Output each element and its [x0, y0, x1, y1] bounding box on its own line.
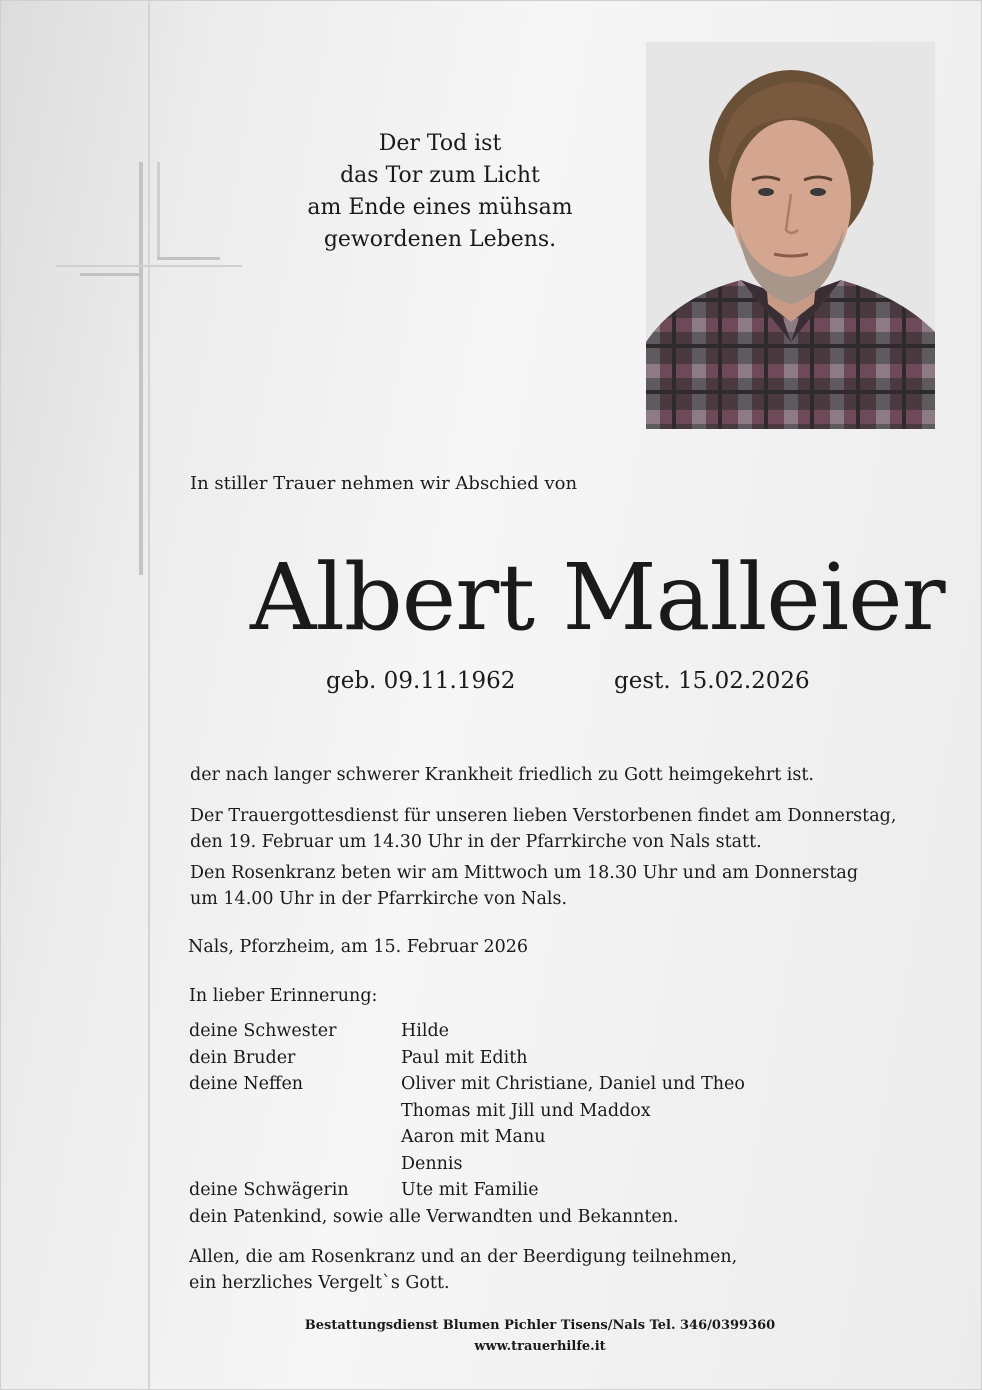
family-row	[189, 1045, 745, 1072]
cross-vertical-beam	[139, 162, 143, 575]
rosary-line: Den Rosenkranz beten wir am Mittwoch um 18.30 Uhr und am Donnerstag	[190, 863, 859, 883]
quote-line: gewordenen Lebens.	[323, 227, 557, 252]
cross-upper-stem	[157, 162, 160, 260]
thanks-note	[189, 1244, 737, 1296]
thanks-line: ein herzliches Vergelt`s Gott.	[189, 1273, 450, 1293]
family-names: Hilde	[401, 1021, 450, 1041]
family-row	[189, 1098, 745, 1125]
family-closing: dein Patenkind, sowie alle Verwandten und Bekannten.	[189, 1206, 679, 1227]
cross-horizontal-beam-left	[56, 265, 242, 267]
family-closing-row	[189, 1204, 745, 1231]
service-line: den 19. Februar um 14.30 Uhr in der Pfarrkirche von Nals statt.	[190, 832, 762, 852]
memorial-quote	[240, 128, 640, 256]
funeral-service-info	[190, 803, 896, 855]
rosary-line: um 14.00 Uhr in der Pfarrkirche von Nals.	[190, 889, 568, 909]
cross-horizontal-beam-inner	[80, 273, 142, 276]
family-row	[189, 1124, 745, 1151]
family-names: Oliver mit Christiane, Daniel und Theo	[401, 1074, 745, 1094]
portrait-photo	[646, 42, 935, 429]
cross-horizontal-beam-right	[157, 257, 220, 260]
family-row	[189, 1018, 745, 1045]
family-relation: deine Neffen	[189, 1074, 304, 1094]
place-date	[188, 934, 528, 960]
family-names: Thomas mit Jill und Maddox	[401, 1100, 651, 1121]
memory-heading	[189, 983, 377, 1009]
birth-date: geb. 09.11.1962	[326, 668, 516, 694]
family-relation: dein Bruder	[189, 1047, 296, 1068]
family-relation	[189, 1124, 401, 1151]
service-line: Der Trauergottesdienst für unseren lieben Verstorbenen findet am Donnerstag,	[190, 806, 897, 826]
memory-heading-text: In lieber Erinnerung:	[189, 986, 378, 1006]
family-list	[189, 1018, 745, 1230]
quote-line: Der Tod ist	[378, 131, 502, 156]
family-relation	[189, 1098, 401, 1125]
vertical-rule-line	[148, 0, 150, 1390]
quote-line: das Tor zum Licht	[340, 163, 540, 188]
family-relation	[189, 1151, 401, 1178]
funeral-home-info: Bestattungsdienst Blumen Pichler Tisens/Nals Tel. 346/0399360	[304, 1318, 776, 1333]
family-row	[189, 1177, 745, 1204]
family-row	[189, 1071, 745, 1098]
family-names: Ute mit Familie	[401, 1180, 539, 1200]
family-row	[189, 1151, 745, 1178]
death-date: gest. 15.02.2026	[614, 668, 810, 694]
portrait-illustration	[646, 42, 935, 429]
website-link[interactable]: www.trauerhilfe.it	[474, 1339, 606, 1354]
deceased-name: Albert Malleier	[250, 544, 945, 651]
place-date-line: Nals, Pforzheim, am 15. Februar 2026	[188, 937, 529, 957]
passing-line: der nach langer schwerer Krankheit friedlich zu Gott heimgekehrt ist.	[190, 765, 814, 785]
family-names: Paul mit Edith	[401, 1047, 528, 1068]
family-names: Aaron mit Manu	[401, 1127, 546, 1147]
rosary-info	[190, 860, 858, 912]
family-relation: deine Schwester	[189, 1021, 337, 1041]
family-relation: deine Schwägerin	[189, 1180, 349, 1200]
family-names: Dennis	[401, 1153, 463, 1174]
quote-line: am Ende eines mühsam	[307, 195, 573, 220]
intro-text: In stiller Trauer nehmen wir Abschied von	[190, 473, 578, 494]
thanks-line: Allen, die am Rosenkranz und an der Beerdigung teilnehmen,	[189, 1247, 738, 1267]
passing-statement	[190, 762, 814, 788]
